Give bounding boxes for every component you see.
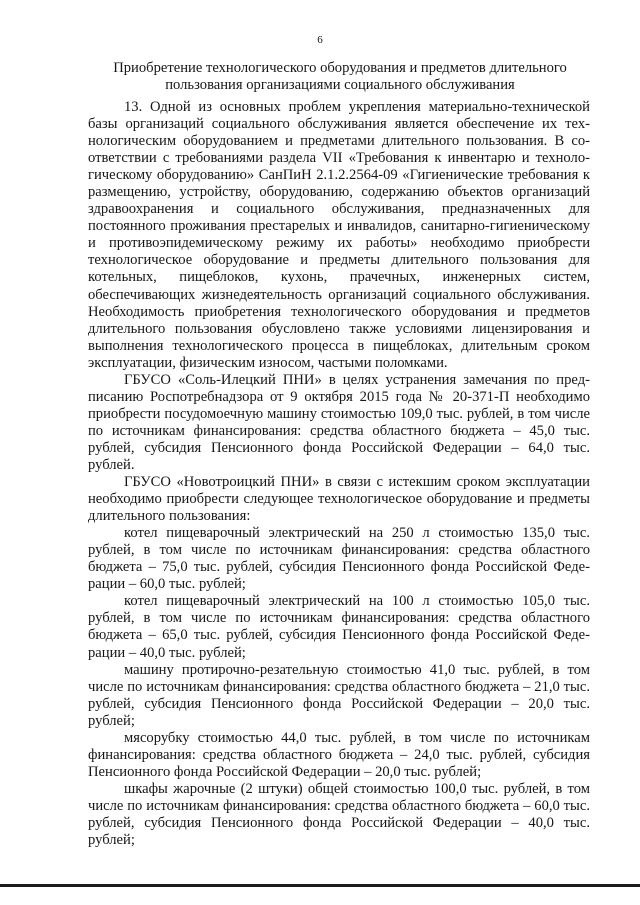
list-item-roasting-ovens: шкафы жарочные (2 штуки) общей стоимостью 100,0 тыс. рублей, в том числе по источникам финансирования: средства областного бюджета – 60,0 тыс. рублей, субсидия Пенсионного фонда Российской Федерации – 40,0 тыс. рублей; (88, 780, 590, 849)
bottom-scan-border (0, 884, 640, 887)
list-item-slicing-machine: машину протирочно-резательную стоимостью 41,0 тыс. рублей, в том числе по источникам финансирования: средства областного бюджета – 21,0 тыс. рублей, субсидия Пенсионного фонда Российской Федерации – 20,0 тыс. рублей; (88, 661, 590, 729)
list-item-boiler-250: котел пищеварочный электрический на 250 л стоимостью 135,0 тыс. рублей, в том числе по источникам финансирования: средства областного бюджета – 75,0 тыс. рублей, субсидия Пенсионного фонда Российской Федерации – 60,0 тыс. рублей; (88, 525, 590, 593)
paragraph-sol-iletsk: ГБУСО «Соль-Илецкий ПНИ» в целях устранения замечания по предписанию Роспотребнадзора от 9 октября 2015 года № 20-371-П необходимо приобрести посудомоечную машину стоимостью 109,0 тыс. рублей, в том числе по источникам финансирования: средства областного бюджета – 45,0 тыс. рублей, субсидия Пенсионного фонда Российской Федерации – 64,0 тыс. рублей. (88, 371, 590, 473)
section-heading-line-2: пользования организациями социального обслуживания (165, 77, 515, 93)
section-heading-line-1: Приобретение технологического оборудования и предметов длительного (113, 60, 567, 76)
paragraph-item-13: 13. Одной из основных проблем укрепления материально-технической базы организаций социального обслуживания является обеспечение их технологическим оборудованием и предметами длительного пользования. В соответствии с требованиями раздела VII «Требования к инвентарю и технологическому оборудованию» СанПиН 2.1.2.2564-09 «Гигиенические требования к размещению, устройству, оборудованию, содержанию объектов организаций здравоохранения и социального обслуживания, предназначенных для постоянного проживания престарелых и инвалидов, санитарно-гигиеническому и противоэпидемическому режиму их работы» необходимо приобрести технологическое оборудование и предметы длительного пользования для котельных, пищеблоков, кухонь, прачечных, инженерных систем, обеспечивающих жизнедеятельность организаций социального обслуживания. Необходимость приобретения технологического оборудования и предметов длительного пользования обусловлено также условиями лицензирования и выполнения технологического процесса в пищеблоках, длительным сроком эксплуатации, физическим износом, частыми поломками. (88, 99, 590, 371)
section-heading (60, 60, 620, 94)
list-item-boiler-100: котел пищеварочный электрический на 100 л стоимостью 105,0 тыс. рублей, в том числе по источникам финансирования: средства областного бюджета – 65,0 тыс. рублей, субсидия Пенсионного фонда Российской Федерации – 40,0 тыс. рублей; (88, 593, 590, 661)
page-number: 6 (317, 34, 323, 46)
document-body (88, 99, 590, 849)
paragraph-novotroitsk: ГБУСО «Новотроицкий ПНИ» в связи с истекшим сроком эксплуатации необходимо приобрести следующее технологическое оборудование и предметы длительного пользования: (88, 474, 590, 525)
list-item-meat-grinder: мясорубку стоимостью 44,0 тыс. рублей, в том числе по источникам финансирования: средства областного бюджета – 24,0 тыс. рублей, субсидия Пенсионного фонда Российской Федерации – 20,0 тыс. рублей; (88, 729, 590, 780)
